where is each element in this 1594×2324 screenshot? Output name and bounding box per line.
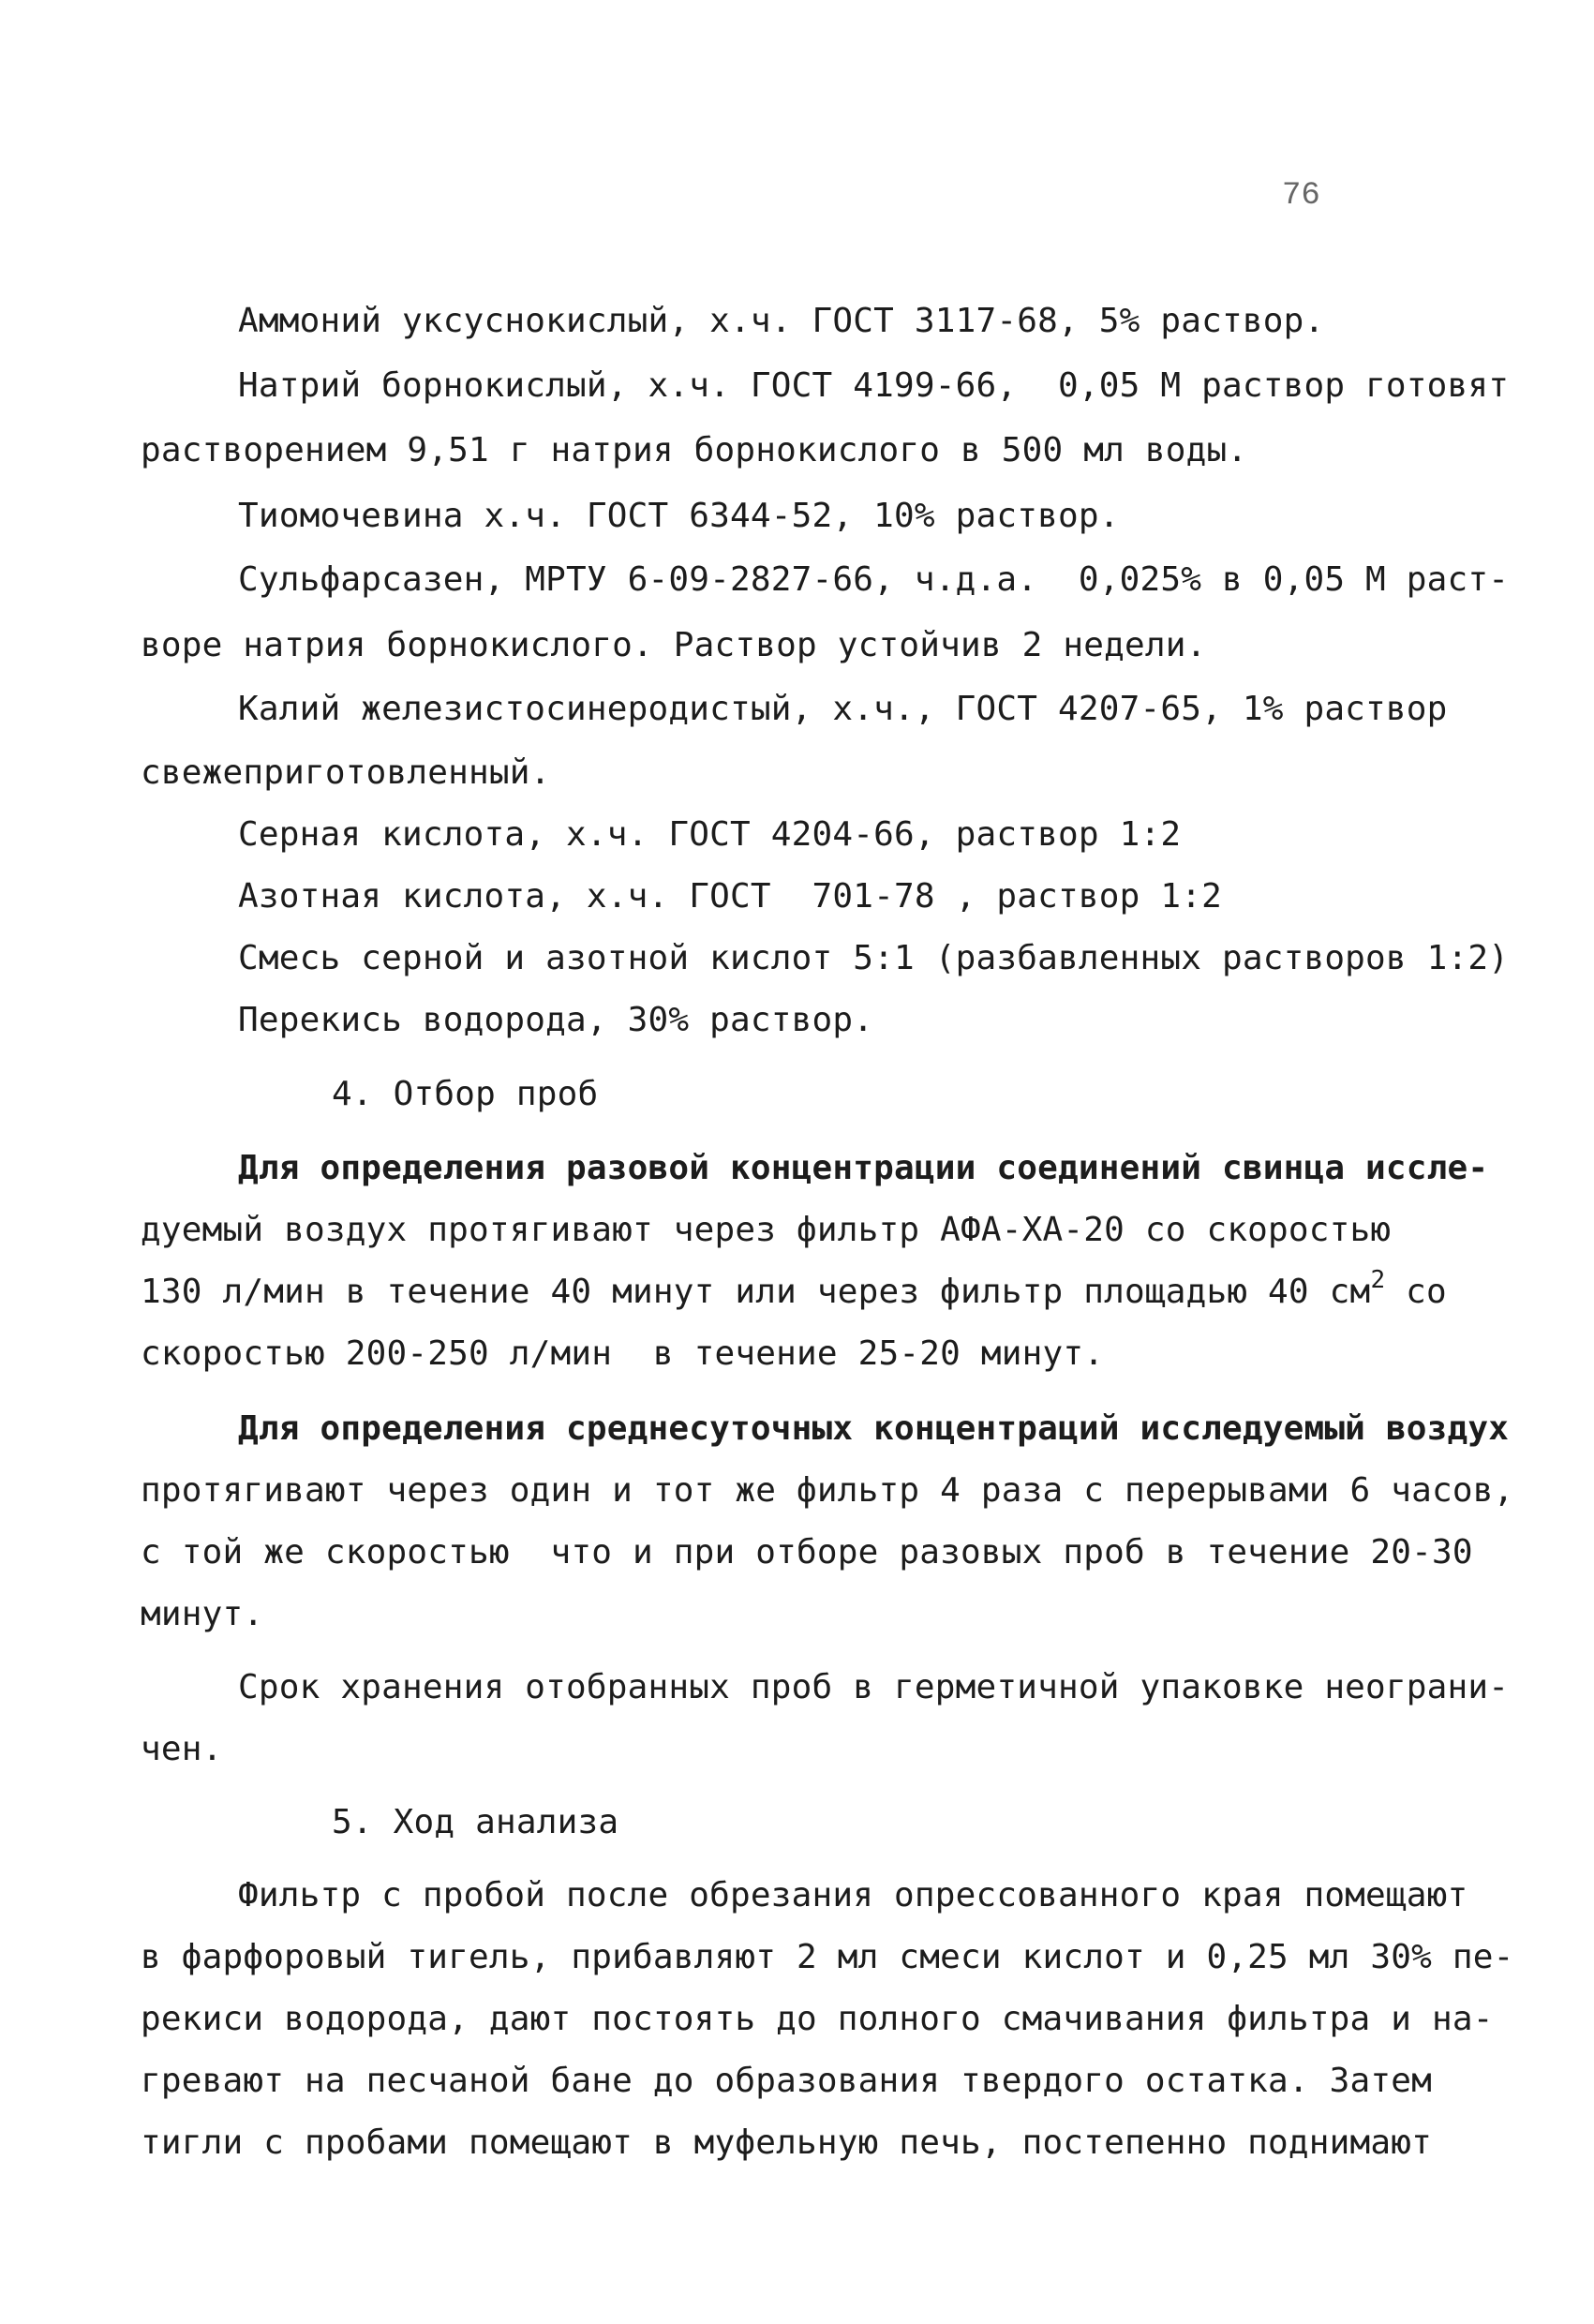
reagent-sodium-borate-cont: растворением 9,51 г натрия борнокислого в 500 мл воды.: [141, 431, 1248, 469]
reagent-sodium-borate: Натрий борнокислый, х.ч. ГОСТ 4199-66, 0,05 М раствор готовят: [238, 366, 1510, 405]
paragraph-line: рекиси водорода, дают постоять до полного смачивания фильтра и на-: [141, 2000, 1494, 2038]
reagent-sulfuric-acid: Серная кислота, х.ч. ГОСТ 4204-66, раствор 1:2: [238, 815, 1182, 854]
paragraph-line: Для определения разовой концентрации соединений свинца иссле-: [238, 1149, 1489, 1187]
reagent-thiourea: Тиомочевина х.ч. ГОСТ 6344-52, 10% раствор.: [238, 497, 1120, 535]
reagent-sulfarsazen-cont: воре натрия борнокислого. Раствор устойчив 2 недели.: [141, 626, 1207, 664]
text-run: со: [1385, 1273, 1447, 1311]
section-5-heading: 5. Ход анализа: [332, 1803, 619, 1841]
paragraph-line: гревают на песчаной бане до образования твердого остатка. Затем: [141, 2062, 1433, 2100]
paragraph-line: чен.: [141, 1730, 223, 1768]
paragraph-line: тигли с пробами помещают в муфельную печь, постепенно поднимают: [141, 2123, 1433, 2162]
text-run: 130 л/мин в течение 40 минут или через фильтр площадью 40 см: [141, 1273, 1371, 1311]
paragraph-line: Для определения среднесуточных концентраций исследуемый воздух: [238, 1409, 1510, 1448]
paragraph-line: скоростью 200-250 л/мин в течение 25-20 минут.: [141, 1334, 1105, 1373]
reagent-acid-mixture: Смесь серной и азотной кислот 5:1 (разбавленных растворов 1:2): [238, 939, 1510, 977]
reagent-nitric-acid: Азотная кислота, х.ч. ГОСТ 701-78 , раствор 1:2: [238, 877, 1222, 916]
paragraph-line: протягивают через один и тот же фильтр 4 раза с перерывами 6 часов,: [141, 1471, 1514, 1510]
paragraph-line: Срок хранения отобранных проб в герметичной упаковке неограни-: [238, 1668, 1510, 1706]
paragraph-line: минут.: [141, 1595, 264, 1633]
reagent-potassium-ferrocyanide-cont: свежеприготовленный.: [141, 753, 551, 792]
reagent-hydrogen-peroxide: Перекись водорода, 30% раствор.: [238, 1001, 874, 1039]
paragraph-line: [0, 1266, 1594, 1316]
reagent-ammonium-acetate: Аммоний уксуснокислый, х.ч. ГОСТ 3117-68, 5% раствор.: [238, 302, 1325, 340]
section-4-heading: 4. Отбор проб: [332, 1075, 599, 1113]
superscript: 2: [1370, 1266, 1386, 1294]
paragraph-line: Фильтр с пробой после обрезания опрессованного края помещают: [238, 1876, 1468, 1914]
reagent-potassium-ferrocyanide: Калий железистосинеродистый, х.ч., ГОСТ 4207-65, 1% раствор: [238, 690, 1448, 728]
paragraph-line: в фарфоровый тигель, прибавляют 2 мл смеси кислот и 0,25 мл 30% пе-: [141, 1938, 1514, 1976]
paragraph-line: с той же скоростью что и при отборе разовых проб в течение 20-30: [141, 1533, 1473, 1572]
reagent-sulfarsazen: Сульфарсазен, МРТУ 6-09-2827-66, ч.д.а. 0,025% в 0,05 М раст-: [238, 560, 1510, 599]
paragraph-line: дуемый воздух протягивают через фильтр АФА-ХА-20 со скоростью: [141, 1211, 1392, 1249]
page-number: 76: [1282, 178, 1320, 214]
